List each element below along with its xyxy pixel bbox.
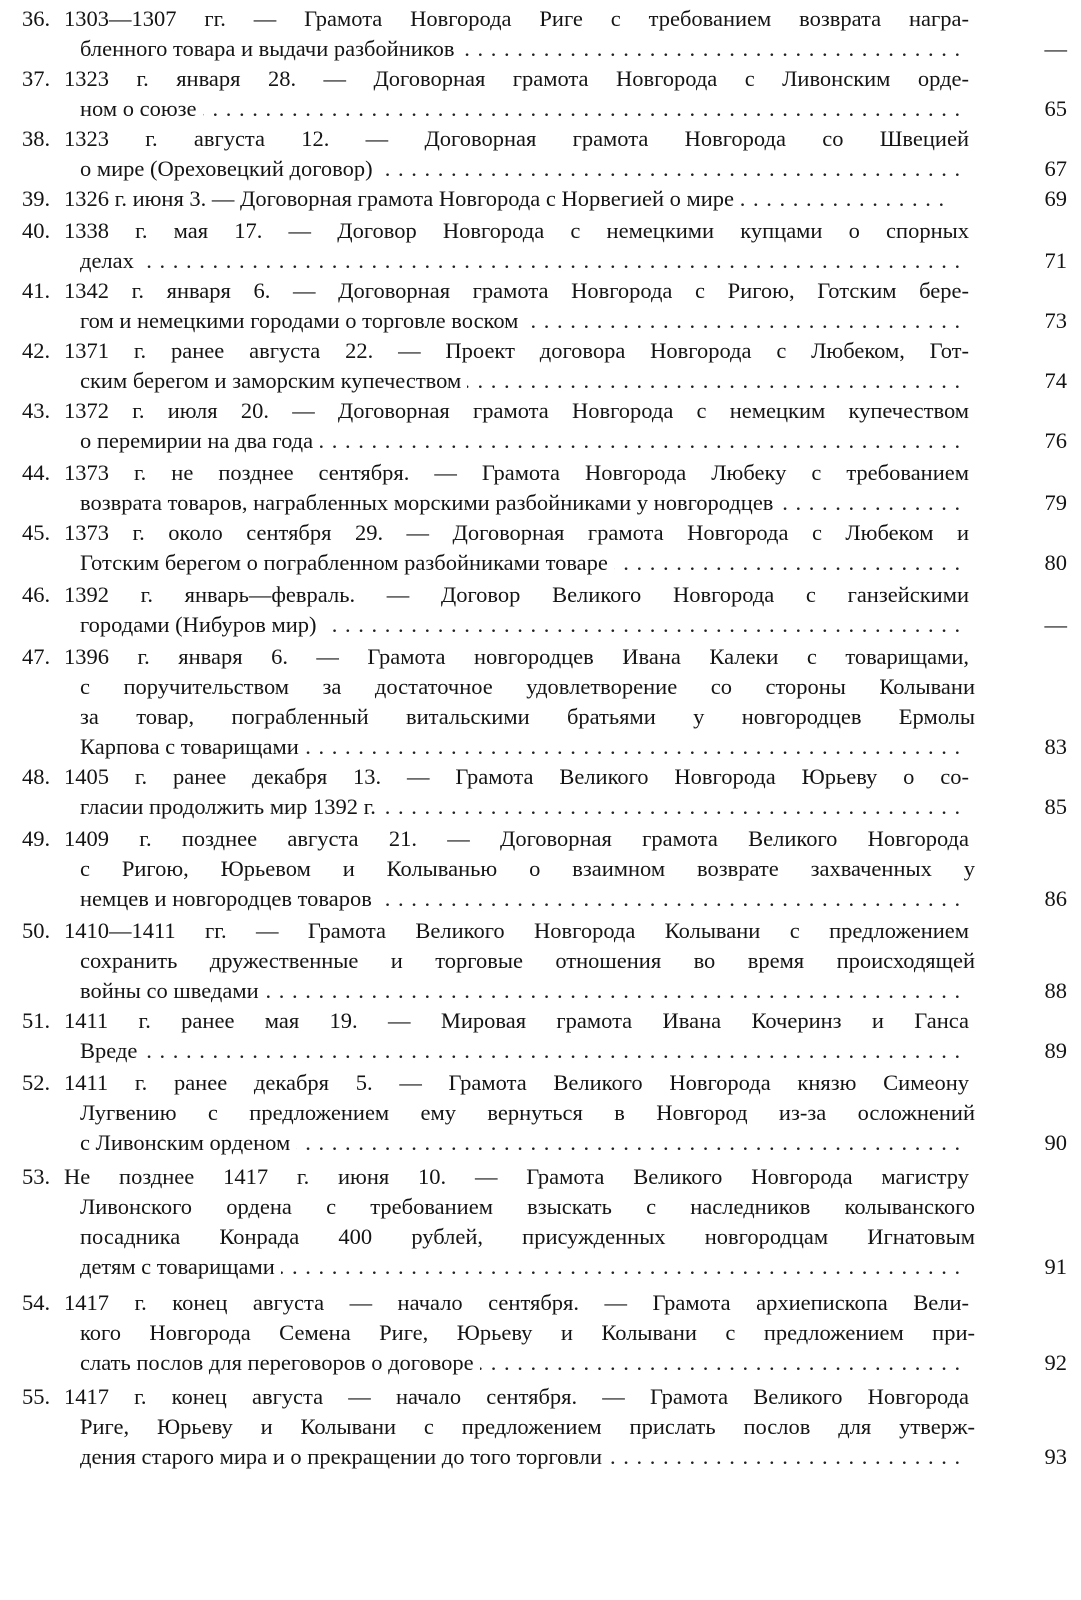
entry-text-line: 1338 г. мая 17. — Договор Новгорода с немецкими купцами о спорных bbox=[64, 216, 975, 246]
entry-text-line: посадника Конрада 400 рублей, присужденных новгородцам Игнатовым bbox=[80, 1222, 975, 1252]
toc-entry bbox=[0, 396, 1081, 456]
toc-entry bbox=[0, 458, 1081, 518]
entry-text-line: 1373 г. не позднее сентября. — Грамота Новгорода Любеку с требованием bbox=[64, 458, 975, 488]
entry-number: 51. bbox=[22, 1008, 51, 1033]
page-number: 86 bbox=[1044, 886, 1067, 911]
entry-text-line: о мире (Ореховецкий договор) . . . bbox=[80, 154, 960, 184]
entry-text-line: 1323 г. августа 12. — Договорная грамота Новгорода со Швецией bbox=[64, 124, 975, 154]
entry-text-line: 1303—1307 гг. — Грамота Новгорода Риге с требованием возврата награ- bbox=[64, 4, 975, 34]
entry-number: 47. bbox=[22, 644, 51, 669]
toc-entry bbox=[0, 916, 1081, 1006]
entry-text-line: с поручительством за достаточное удовлетворение со стороны Колывани bbox=[80, 672, 975, 702]
entry-text-line: за товар, пограбленный витальскими братьями у новгородцев Ермолы bbox=[80, 702, 975, 732]
entry-text-line: 1372 г. июля 20. — Договорная грамота Новгорода с немецким купечеством bbox=[64, 396, 975, 426]
toc-entry bbox=[0, 276, 1081, 336]
entry-text-line: Карпова с товарищами . . . bbox=[80, 732, 960, 762]
toc-entry bbox=[0, 336, 1081, 396]
entry-text-line: гласии продолжить мир 1392 г. . . . bbox=[80, 792, 960, 822]
entry-number: 54. bbox=[22, 1290, 51, 1315]
entry-text-line: немцев и новгородцев товаров . . . bbox=[80, 884, 960, 914]
toc-entry bbox=[0, 1162, 1081, 1282]
page-number: 71 bbox=[1044, 248, 1067, 273]
toc-entry bbox=[0, 184, 1081, 214]
page-number: 90 bbox=[1044, 1130, 1067, 1155]
toc-entry bbox=[0, 4, 1081, 64]
page-number: 67 bbox=[1044, 156, 1067, 181]
entry-number: 46. bbox=[22, 582, 51, 607]
entry-text-line: Лугвению с предложением ему вернуться в Новгород из-за осложнений bbox=[80, 1098, 975, 1128]
page-number: — bbox=[1044, 36, 1067, 61]
toc-entry bbox=[0, 1006, 1081, 1066]
entry-text-line: 1417 г. конец августа — начало сентября. — Грамота архиепископа Вели- bbox=[64, 1288, 975, 1318]
entry-text-line: Риге, Юрьеву и Колывани с предложением прислать послов для утверж- bbox=[80, 1412, 975, 1442]
entry-text-line: ном о союзе . . . bbox=[80, 94, 960, 124]
page-number: 85 bbox=[1044, 794, 1067, 819]
page-number: 69 bbox=[1044, 186, 1067, 211]
page-number: 83 bbox=[1044, 734, 1067, 759]
entry-text-line: 1373 г. около сентября 29. — Договорная грамота Новгорода с Любеком и bbox=[64, 518, 975, 548]
toc-entry bbox=[0, 216, 1081, 276]
entry-number: 48. bbox=[22, 764, 51, 789]
toc-entry bbox=[0, 824, 1081, 914]
page-number: 93 bbox=[1044, 1444, 1067, 1469]
entry-text-line: 1323 г. января 28. — Договорная грамота Новгорода с Ливонским орде- bbox=[64, 64, 975, 94]
entry-text-line: 1409 г. позднее августа 21. — Договорная грамота Великого Новгорода bbox=[64, 824, 975, 854]
entry-text-line: 1342 г. января 6. — Договорная грамота Новгорода с Ригою, Готским бере- bbox=[64, 276, 975, 306]
entry-number: 39. bbox=[22, 186, 51, 211]
entry-text-line: возврата товаров, награбленных морскими разбойниками у новгородцев . . . bbox=[80, 488, 960, 518]
page-number: — bbox=[1044, 612, 1067, 637]
toc-entry bbox=[0, 1382, 1081, 1472]
entry-text-line: 1411 г. ранее декабря 5. — Грамота Великого Новгорода князю Симеону bbox=[64, 1068, 975, 1098]
toc-entry bbox=[0, 1288, 1081, 1378]
entry-text-line: 1326 г. июня 3. — Договорная грамота Новгорода с Норвегией о мире . . . bbox=[64, 184, 944, 214]
entry-number: 52. bbox=[22, 1070, 51, 1095]
entry-text-line: Не позднее 1417 г. июня 10. — Грамота Великого Новгорода магистру bbox=[64, 1162, 975, 1192]
entry-text-line: 1396 г. января 6. — Грамота новгородцев Ивана Калеки с товарищами, bbox=[64, 642, 975, 672]
entry-text-line: бленного товара и выдачи разбойников . . . bbox=[80, 34, 960, 64]
entry-text-line: Ливонского ордена с требованием взыскать с наследников колыванского bbox=[80, 1192, 975, 1222]
toc-entry bbox=[0, 1068, 1081, 1158]
toc-entry bbox=[0, 762, 1081, 822]
entry-number: 55. bbox=[22, 1384, 51, 1409]
entry-text-line: сохранить дружественные и торговые отношения во время происходящей bbox=[80, 946, 975, 976]
entry-text-line: дения старого мира и о прекращении до того торговли . . . bbox=[80, 1442, 960, 1472]
entry-text-line: 1371 г. ранее августа 22. — Проект договора Новгорода с Любеком, Гот- bbox=[64, 336, 975, 366]
page-number: 76 bbox=[1044, 428, 1067, 453]
entry-number: 53. bbox=[22, 1164, 51, 1189]
entry-text-line: 1392 г. январь—февраль. — Договор Великого Новгорода с ганзейскими bbox=[64, 580, 975, 610]
toc-entry bbox=[0, 518, 1081, 578]
entry-text-line: кого Новгорода Семена Риге, Юрьеву и Колывани с предложением при- bbox=[80, 1318, 975, 1348]
entry-text-line: 1410—1411 гг. — Грамота Великого Новгорода Колывани с предложением bbox=[64, 916, 975, 946]
table-of-contents bbox=[0, 4, 1081, 1472]
entry-number: 43. bbox=[22, 398, 51, 423]
entry-number: 41. bbox=[22, 278, 51, 303]
toc-entry bbox=[0, 642, 1081, 762]
toc-entry bbox=[0, 64, 1081, 124]
entry-text-line: с Ригою, Юрьевом и Колыванью о взаимном возврате захваченных у bbox=[80, 854, 975, 884]
entry-text-line: 1405 г. ранее декабря 13. — Грамота Великого Новгорода Юрьеву о со- bbox=[64, 762, 975, 792]
page-number: 91 bbox=[1044, 1254, 1067, 1279]
entry-text-line: детям с товарищами . . . bbox=[80, 1252, 960, 1282]
entry-text-line: делах . . . bbox=[80, 246, 960, 276]
entry-number: 44. bbox=[22, 460, 51, 485]
page-number: 73 bbox=[1044, 308, 1067, 333]
page-number: 92 bbox=[1044, 1350, 1067, 1375]
toc-entry bbox=[0, 124, 1081, 184]
entry-text-line: о перемирии на два года . . . bbox=[80, 426, 960, 456]
entry-number: 50. bbox=[22, 918, 51, 943]
toc-entry bbox=[0, 580, 1081, 640]
entry-text-line: войны со шведами . . . bbox=[80, 976, 960, 1006]
entry-number: 38. bbox=[22, 126, 51, 151]
entry-number: 45. bbox=[22, 520, 51, 545]
entry-text-line: ским берегом и заморским купечеством . . . bbox=[80, 366, 960, 396]
page-number: 89 bbox=[1044, 1038, 1067, 1063]
entry-text-line: Вреде . . . bbox=[80, 1036, 960, 1066]
entry-text-line: с Ливонским орденом . . . bbox=[80, 1128, 960, 1158]
entry-number: 37. bbox=[22, 66, 51, 91]
entry-number: 40. bbox=[22, 218, 51, 243]
entry-text-line: городами (Нибуров мир) . . . bbox=[80, 610, 960, 640]
entry-number: 49. bbox=[22, 826, 51, 851]
entry-text-line: слать послов для переговоров о договоре . . . bbox=[80, 1348, 960, 1378]
page-number: 80 bbox=[1044, 550, 1067, 575]
entry-text-line: 1411 г. ранее мая 19. — Мировая грамота Ивана Кочеринз и Ганса bbox=[64, 1006, 975, 1036]
entry-text-line: Готским берегом о пограбленном разбойниками товаре . . . bbox=[80, 548, 960, 578]
entry-text-line: 1417 г. конец августа — начало сентября. — Грамота Великого Новгорода bbox=[64, 1382, 975, 1412]
page-number: 88 bbox=[1044, 978, 1067, 1003]
entry-text-line: гом и немецкими городами о торговле воском . . . bbox=[80, 306, 960, 336]
entry-number: 42. bbox=[22, 338, 51, 363]
page-number: 79 bbox=[1044, 490, 1067, 515]
page-number: 65 bbox=[1044, 96, 1067, 121]
page-number: 74 bbox=[1044, 368, 1067, 393]
entry-number: 36. bbox=[22, 6, 51, 31]
